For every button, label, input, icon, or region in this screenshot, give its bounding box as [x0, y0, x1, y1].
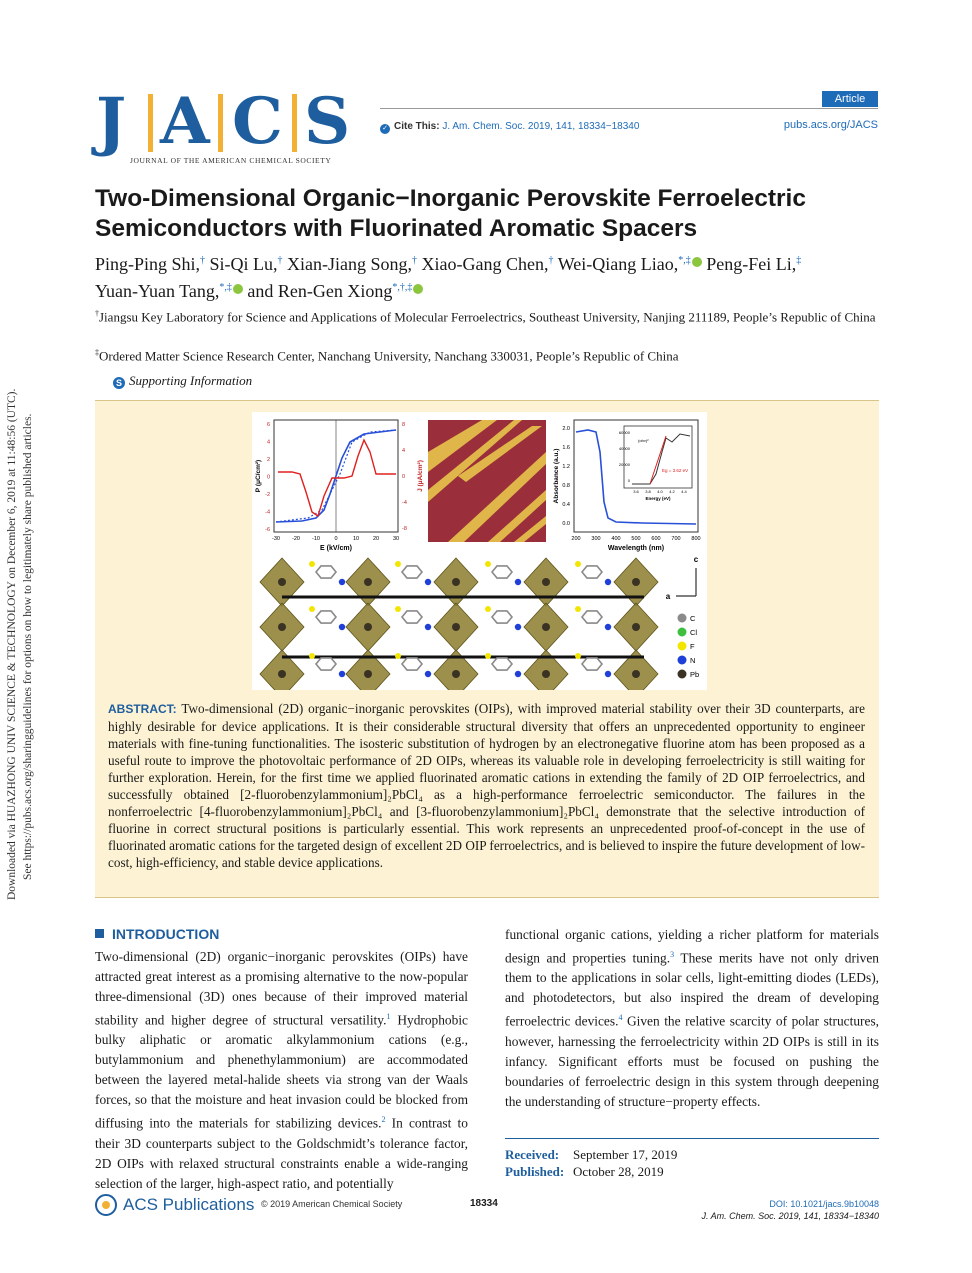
- affiliation-mark: †: [95, 309, 99, 318]
- fluorine-atom: [309, 561, 315, 567]
- section-square-icon: [95, 929, 104, 938]
- pe-xtick: 10: [352, 536, 360, 542]
- download-note-line2: See https://pubs.acs.org/sharingguidelines for options on how to legitimately share published articles.: [22, 413, 34, 880]
- nitrogen-atom: [515, 671, 521, 677]
- abs-inset-xlabel: Energy (eV): [645, 496, 671, 501]
- pb-atom: [278, 670, 286, 678]
- pe-xtick: -10: [312, 536, 320, 542]
- paragraph-text: Hydrophobic bulky aliphatic or aromatic alkylammonium cations (e.g., butylammonium and phenethylammonium) are accommodated between the layered metal-halide sheets via strong van der Waals forces, so that the moisture and heat invasion could be blocked from diffusing into the materials for stabilizing devices.: [95, 1012, 468, 1131]
- author-affiliation-mark: †: [200, 255, 206, 266]
- fluorine-atom: [575, 653, 581, 659]
- abs-inset-eg: Eg = 3.62 eV: [662, 468, 689, 473]
- benzene-ring: [492, 566, 512, 578]
- abs-xlabel: Wavelength (nm): [607, 545, 665, 552]
- pe-loop-panel: [255, 420, 424, 552]
- pe-ytick: 6: [266, 422, 270, 428]
- abs-inset-xtick: 3.8: [645, 489, 651, 494]
- abs-inset-xtick: 4.0: [657, 489, 663, 494]
- abs-inset-ytick: 60000: [618, 430, 630, 435]
- logo-divider: [292, 94, 297, 152]
- benzene-ring: [582, 611, 602, 623]
- legend-label: F: [690, 642, 695, 651]
- abstract-label: ABSTRACT:: [108, 702, 177, 716]
- legend-swatch: [678, 628, 687, 637]
- nitrogen-atom: [339, 671, 345, 677]
- fluorine-atom: [485, 606, 491, 612]
- doi-block: [701, 1198, 879, 1222]
- received-date: [505, 1146, 677, 1164]
- header-rule: [380, 108, 878, 109]
- legend-label: Pb: [690, 670, 700, 679]
- paragraph-text: functional organic cations, yielding a richer platform for materials design and properties tuning.: [505, 927, 879, 966]
- abs-inset-xticks: [633, 489, 687, 494]
- jacs-logo[interactable]: [96, 86, 378, 166]
- author-name: Si-Qi Lu,: [209, 254, 278, 274]
- pb-atom: [632, 623, 640, 631]
- author-name: and Ren-Gen Xiong: [247, 281, 393, 301]
- toc-figure: [252, 412, 707, 690]
- abs-inset-xtick: 3.6: [633, 489, 639, 494]
- pe-ylabel: P (μC/cm²): [255, 459, 262, 493]
- paragraph-text: Given the relative scarcity of polar structures, however, harnessing the ferroelectricity within 2D OIPs is still in its infancy. Significant efforts must be focused on pushing the boundaries of ferroelectric design in this system through deepening the understanding of structure−property effects.: [505, 1013, 880, 1109]
- nitrogen-atom: [425, 671, 431, 677]
- pe-ytick: 4: [266, 439, 270, 446]
- nitrogen-atom: [339, 624, 345, 630]
- author-name: Xian-Jiang Song,: [287, 254, 413, 274]
- orcid-icon[interactable]: [692, 257, 702, 267]
- orcid-icon[interactable]: [413, 284, 423, 294]
- abstract-body: Two-dimensional (2D) organic−inorganic perovskites (OIPs), with improved material stability over their 3D counterparts, are highly desirable for device applications. It is their considerable structural diversity that offers an unprecedented opportunity to engineer materials with fine-tuning functionalities. The isosteric substitution of hydrogen by an electronegative fluorine atom has been proposed as a useful route to improve the photovoltaic performance of 2D OIPs, whereas its valuable role in developing ferroelectricity is still waiting for further exploration. Herein, for the first time we applied fluorinated aromatic cations in extending the family of 2D OIP ferroelectrics, and successfully obtained [2-fluorobenzylammonium]₂PbCl₄ as a high-performance ferroelectric semiconductor. The failures in the nonferroelectric [4-fluorobenzylammonium]₂PbCl₄ and [3-fluorobenzylammonium]₂PbCl₄ demonstrate that the selective introduction of fluorine in correct structural positions is particularly essential. This work represents an unprecedented proof-of-concept in the use of fluorinated aromatic cations for the targeted design of excellent 2D OIP ferroelectrics, and is believed to inspire the future development of low-cost, high-efficiency, and stable device applications.: [108, 701, 866, 870]
- received-value: September 17, 2019: [573, 1147, 678, 1162]
- legend-swatch: [678, 670, 687, 679]
- abs-xtick: 500: [631, 536, 641, 542]
- axis-a-label: a: [665, 592, 671, 601]
- pb-atom: [452, 578, 460, 586]
- pe-xtick: 30: [392, 536, 400, 542]
- pe-ytick: 2: [266, 457, 270, 463]
- page-number: 18334: [470, 1198, 498, 1209]
- pe-y2tick: 0: [402, 474, 406, 480]
- nitrogen-atom: [425, 624, 431, 630]
- pe-xticks: [272, 536, 399, 542]
- logo-divider: [148, 94, 153, 152]
- acs-logo-icon: [95, 1194, 117, 1216]
- page-footer: [95, 1192, 879, 1228]
- nitrogen-atom: [425, 579, 431, 585]
- benzene-ring: [402, 658, 422, 670]
- affiliation-text: Ordered Matter Science Research Center, Nanchang University, Nanchang 330031, People’s Republic of China: [99, 348, 679, 364]
- logo-letter: C: [232, 84, 281, 159]
- author-name: Yuan-Yuan Tang,: [95, 281, 220, 301]
- pe-y2tick: -8: [402, 526, 407, 532]
- fluorine-atom: [395, 561, 401, 567]
- download-note-line1: Downloaded via HUAZHONG UNIV SCIENCE & TECHNOLOGY on December 6, 2019 at 11:48:56 (UTC).: [6, 388, 18, 900]
- journal-url[interactable]: pubs.acs.org/JACS: [783, 119, 878, 131]
- domain-image-panel: [428, 420, 546, 542]
- cite-icon: ✓: [380, 124, 390, 134]
- pe-xtick: -20: [292, 536, 300, 542]
- author-affiliation-mark: *,‡: [678, 255, 691, 266]
- fluorine-atom: [395, 606, 401, 612]
- abs-inset-xtick: 4.2: [669, 489, 675, 494]
- cite-label: Cite This:: [394, 121, 440, 132]
- author-name: Xiao-Gang Chen,: [421, 254, 549, 274]
- crystal-legend: [678, 614, 700, 680]
- affiliation-mark: ‡: [95, 348, 99, 357]
- footer-reference: J. Am. Chem. Soc. 2019, 141, 18334−18340: [701, 1211, 879, 1221]
- crystal-structure-panel: [260, 555, 699, 690]
- orcid-icon[interactable]: [233, 284, 243, 294]
- logo-letter: A: [160, 84, 208, 159]
- author-list: [95, 249, 885, 303]
- pe-y2label: J (μA/cm²): [417, 460, 424, 492]
- fluorine-atom: [395, 653, 401, 659]
- pb-atom: [632, 670, 640, 678]
- pb-atom: [278, 623, 286, 631]
- abs-ytick: 1.6: [562, 445, 570, 451]
- supporting-info-label: Supporting Information: [129, 373, 253, 388]
- abstract-text: [108, 700, 865, 871]
- abs-inset-ylabel: (αhν)²: [638, 438, 649, 443]
- abs-xtick: 200: [571, 536, 581, 542]
- author[interactable]: [706, 254, 801, 274]
- article-title: Two-Dimensional Organic−Inorganic Perovskite Ferroelectric Semiconductors with Fluorinated Aromatic Spacers: [95, 185, 806, 242]
- nitrogen-atom: [605, 579, 611, 585]
- author-name: Wei-Qiang Liao,: [557, 254, 679, 274]
- published-value: October 28, 2019: [573, 1164, 664, 1179]
- pe-ytick: -2: [265, 492, 270, 498]
- introduction-heading: [95, 926, 219, 942]
- pb-atom: [542, 623, 550, 631]
- abs-xtick: 800: [691, 536, 701, 542]
- abs-inset-frame: [624, 426, 692, 488]
- benzene-ring: [582, 658, 602, 670]
- pb-atom: [542, 670, 550, 678]
- abs-xtick: 400: [611, 536, 621, 542]
- abs-inset-ytick: 40000: [618, 446, 630, 451]
- intro-left-column: [95, 947, 468, 1194]
- pb-atom: [364, 578, 372, 586]
- pe-y2tick: 8: [402, 422, 406, 428]
- author-affiliation-mark: ‡: [796, 255, 802, 266]
- author-affiliation-mark: †: [412, 255, 418, 266]
- legend-swatch: [678, 642, 687, 651]
- legend-swatch: [678, 614, 687, 623]
- logo-divider: [218, 94, 223, 152]
- abs-ytick: 2.0: [562, 426, 570, 432]
- citation-ref[interactable]: 4: [618, 1013, 623, 1023]
- supporting-info-icon: S: [113, 377, 125, 389]
- benzene-ring: [402, 566, 422, 578]
- author-affiliation-mark: *,†,‡: [392, 282, 413, 293]
- pe-y2tick: 4: [402, 448, 406, 454]
- pe-xtick: -30: [272, 536, 280, 542]
- citation-ref[interactable]: 1: [386, 1012, 391, 1021]
- author[interactable]: [422, 254, 554, 274]
- dates-rule: [505, 1138, 879, 1139]
- affiliation-text: Jiangsu Key Laboratory for Science and Applications of Molecular Ferroelectrics, Southeast University, Nanjing 211189, People’s Republic of China: [99, 309, 876, 325]
- author-affiliation-mark: †: [277, 255, 283, 266]
- abs-ytick: 1.2: [562, 464, 570, 470]
- legend-label: Cl: [690, 628, 698, 637]
- author[interactable]: [95, 254, 205, 274]
- affiliation-1: [95, 305, 885, 325]
- legend-label: C: [690, 614, 696, 623]
- pe-ytick: -6: [265, 527, 270, 533]
- pb-atom: [278, 578, 286, 586]
- abs-yticks: [562, 426, 570, 527]
- legend-swatch: [678, 656, 687, 665]
- paragraph-text: In contrast to their 3D counterparts subject to the Goldschmidt’s tolerance factor, 2D OIPs with relaxed structural constraints enable a wide-ranging selection of the larger, high-aspect ratio, and potentially: [95, 1115, 468, 1191]
- pb-atom: [452, 623, 460, 631]
- pe-xtick: 20: [372, 536, 380, 542]
- fluorine-atom: [575, 606, 581, 612]
- introduction-heading-text: INTRODUCTION: [112, 926, 220, 942]
- citation-ref[interactable]: 3: [670, 950, 675, 959]
- abs-ytick: 0.4: [562, 502, 570, 508]
- cite-this[interactable]: [380, 121, 639, 134]
- author[interactable]: [95, 281, 243, 301]
- logo-letter: J: [96, 84, 125, 159]
- abs-xtick: 300: [591, 536, 601, 542]
- pe-y2ticks: [402, 422, 407, 532]
- nitrogen-atom: [515, 624, 521, 630]
- nitrogen-atom: [605, 671, 611, 677]
- pb-atom: [632, 578, 640, 586]
- axis-c-label: c: [693, 555, 699, 564]
- benzene-ring: [492, 658, 512, 670]
- published-label: Published:: [505, 1164, 565, 1179]
- abs-inset-ytick: 20000: [618, 462, 630, 467]
- author-affiliation-mark: *,‡: [219, 282, 232, 293]
- benzene-ring: [316, 611, 336, 623]
- download-note: [2, 340, 42, 900]
- intro-right-column: [505, 925, 879, 1112]
- article-type-tag: Article: [822, 91, 878, 107]
- nitrogen-atom: [339, 579, 345, 585]
- benzene-ring: [582, 566, 602, 578]
- benzene-ring: [316, 658, 336, 670]
- paragraph-text: Two-dimensional (2D) organic−inorganic perovskites (OIPs) have attracted great interest as a promising alternative to the now-popular three-dimensional (3D) ones because of their improved material stability and higher degree of structural versatility.: [95, 949, 468, 1028]
- pe-current-curve: [278, 440, 396, 516]
- copyright: © 2019 American Chemical Society: [261, 1199, 403, 1209]
- doi-link[interactable]: DOI: 10.1021/jacs.9b10048: [769, 1199, 879, 1209]
- acs-publications-logo[interactable]: [95, 1194, 254, 1216]
- abs-ylabel: Absorbance (a.u.): [553, 448, 560, 504]
- received-label: Received:: [505, 1147, 560, 1162]
- published-date: [505, 1163, 664, 1181]
- absorbance-panel: [553, 420, 701, 552]
- affiliation-2: [95, 344, 885, 364]
- pe-yticks: [265, 422, 270, 533]
- fluorine-atom: [485, 561, 491, 567]
- nitrogen-atom: [515, 579, 521, 585]
- legend-label: N: [690, 656, 696, 665]
- supporting-information-link[interactable]: [113, 373, 252, 389]
- citation-ref[interactable]: 2: [381, 1115, 386, 1125]
- acs-publisher-name: ACS Publications: [123, 1195, 255, 1214]
- pb-atom: [364, 623, 372, 631]
- journal-subtitle: JOURNAL OF THE AMERICAN CHEMICAL SOCIETY: [130, 156, 332, 165]
- logo-letter: S: [304, 84, 349, 159]
- author-name: Peng-Fei Li,: [706, 254, 797, 274]
- pe-xtick: 0: [334, 536, 338, 542]
- author[interactable]: [247, 281, 423, 301]
- benzene-ring: [492, 611, 512, 623]
- pe-y2tick: -4: [402, 500, 407, 506]
- fluorine-atom: [575, 561, 581, 567]
- pe-ytick: 0: [266, 474, 270, 481]
- abs-ytick: 0.0: [562, 521, 570, 527]
- paragraph-text: These merits have not only driven them to the applications in solar cells, light-emitting diodes (LEDs), and photodetectors, but also inspired the dream of developing ferroelectric devices.: [505, 950, 879, 1029]
- nitrogen-atom: [605, 624, 611, 630]
- crystal-octahedra: [260, 558, 658, 690]
- fluorine-atom: [309, 606, 315, 612]
- fluorine-atom: [485, 653, 491, 659]
- pe-ytick: -4: [265, 509, 270, 516]
- pb-atom: [542, 578, 550, 586]
- pb-atom: [452, 670, 460, 678]
- benzene-ring: [316, 566, 336, 578]
- abs-inset-ytick: 0: [627, 478, 630, 483]
- abs-xtick: 600: [651, 536, 661, 542]
- author-name: Ping-Ping Shi,: [95, 254, 201, 274]
- benzene-ring: [402, 611, 422, 623]
- author[interactable]: [558, 254, 702, 274]
- abs-xtick: 700: [671, 536, 681, 542]
- fluorine-atom: [309, 653, 315, 659]
- cite-reference[interactable]: J. Am. Chem. Soc. 2019, 141, 18334−18340: [442, 121, 640, 132]
- abs-xticks: [571, 536, 700, 542]
- abs-ytick: 0.8: [562, 483, 570, 489]
- pb-atom: [364, 670, 372, 678]
- toc-graphic: [252, 412, 707, 690]
- author-affiliation-mark: †: [548, 255, 554, 266]
- pe-xlabel: E (kV/cm): [320, 545, 352, 552]
- abs-inset-xtick: 4.4: [681, 489, 687, 494]
- author[interactable]: [210, 254, 283, 274]
- author[interactable]: [287, 254, 417, 274]
